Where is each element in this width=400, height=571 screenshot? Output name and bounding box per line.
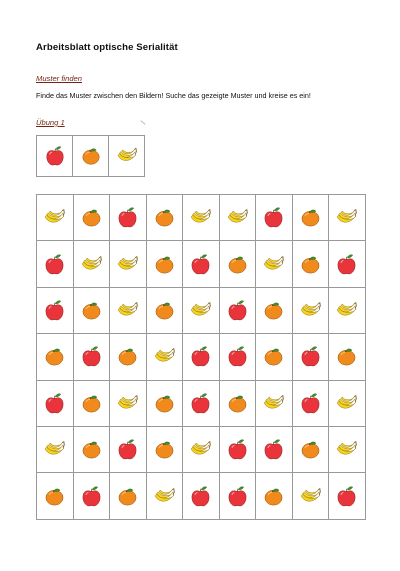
orange-icon (334, 344, 359, 369)
grid-cell[interactable] (292, 241, 329, 287)
apple-icon (115, 205, 140, 230)
grid-cell[interactable] (256, 195, 293, 241)
grid-cell[interactable] (37, 287, 74, 333)
grid-cell[interactable] (73, 241, 110, 287)
orange-icon (152, 205, 177, 230)
apple-icon (261, 437, 286, 462)
orange-icon (79, 298, 104, 323)
orange-icon (79, 205, 104, 230)
banana-icon (79, 252, 104, 277)
banana-icon (115, 144, 139, 168)
apple-icon (298, 391, 323, 416)
orange-icon (298, 252, 323, 277)
apple-icon (261, 205, 286, 230)
grid-cell[interactable] (329, 473, 366, 519)
grid-cell[interactable] (292, 334, 329, 380)
apple-icon (298, 344, 323, 369)
grid-cell[interactable] (292, 195, 329, 241)
apple-icon (225, 484, 250, 509)
banana-icon (115, 391, 140, 416)
grid-row (37, 287, 366, 333)
banana-icon (334, 391, 359, 416)
orange-icon (261, 298, 286, 323)
grid-cell[interactable] (256, 287, 293, 333)
grid-cell[interactable] (183, 426, 220, 472)
grid-cell[interactable] (110, 426, 147, 472)
banana-icon (261, 252, 286, 277)
grid-cell[interactable] (329, 241, 366, 287)
banana-icon (298, 298, 323, 323)
grid-cell[interactable] (110, 334, 147, 380)
grid-cell[interactable] (219, 287, 256, 333)
grid-cell[interactable] (219, 241, 256, 287)
banana-icon (42, 437, 67, 462)
pattern-table (36, 135, 145, 177)
grid-cell[interactable] (183, 241, 220, 287)
grid-row (37, 241, 366, 287)
orange-icon (152, 391, 177, 416)
grid-cell[interactable] (219, 426, 256, 472)
pattern-row (37, 136, 145, 177)
orange-icon (152, 437, 177, 462)
banana-icon (334, 205, 359, 230)
grid-cell[interactable] (183, 380, 220, 426)
orange-icon (261, 484, 286, 509)
grid-cell[interactable] (110, 380, 147, 426)
grid-cell[interactable] (256, 334, 293, 380)
orange-icon (261, 344, 286, 369)
grid-cell[interactable] (219, 380, 256, 426)
grid-cell[interactable] (37, 334, 74, 380)
worksheet-title: Arbeitsblatt optische Serialität (36, 42, 178, 53)
grid-cell[interactable] (37, 241, 74, 287)
exercise-heading: Übung 1 (36, 118, 65, 127)
grid-cell[interactable] (256, 426, 293, 472)
grid-row (37, 380, 366, 426)
orange-icon (115, 344, 140, 369)
orange-icon (225, 252, 250, 277)
grid-cell[interactable] (110, 287, 147, 333)
fruit-grid (36, 194, 366, 520)
apple-icon (334, 252, 359, 277)
banana-icon (334, 298, 359, 323)
grid-cell[interactable] (73, 287, 110, 333)
apple-icon (42, 252, 67, 277)
instruction-text: Finde das Muster zwischen den Bildern! Suche das gezeigte Muster und kreise es ein! (36, 91, 311, 100)
orange-icon (79, 144, 103, 168)
apple-icon (225, 437, 250, 462)
banana-icon (188, 298, 213, 323)
banana-icon (334, 437, 359, 462)
grid-cell[interactable] (256, 241, 293, 287)
grid-cell[interactable] (329, 334, 366, 380)
grid-cell[interactable] (37, 473, 74, 519)
orange-icon (298, 437, 323, 462)
apple-icon (43, 144, 67, 168)
grid-cell[interactable] (146, 473, 183, 519)
grid-cell[interactable] (219, 195, 256, 241)
grid-cell[interactable] (73, 334, 110, 380)
section-heading: Muster finden (36, 74, 83, 83)
orange-icon (225, 391, 250, 416)
grid-cell[interactable] (292, 426, 329, 472)
orange-icon (79, 437, 104, 462)
orange-icon (152, 252, 177, 277)
grid-cell[interactable] (146, 287, 183, 333)
grid-cell[interactable] (292, 287, 329, 333)
banana-icon (188, 205, 213, 230)
apple-icon (79, 484, 104, 509)
scan-speck (140, 120, 145, 125)
grid-cell[interactable] (256, 380, 293, 426)
apple-icon (225, 298, 250, 323)
grid-cell[interactable] (183, 473, 220, 519)
grid-cell[interactable] (146, 195, 183, 241)
grid-row (37, 195, 366, 241)
banana-icon (42, 205, 67, 230)
grid-cell[interactable] (329, 195, 366, 241)
grid-cell[interactable] (146, 334, 183, 380)
apple-icon (188, 391, 213, 416)
grid-cell[interactable] (183, 334, 220, 380)
grid-cell[interactable] (146, 241, 183, 287)
banana-icon (152, 344, 177, 369)
orange-icon (115, 484, 140, 509)
orange-icon (79, 391, 104, 416)
grid-cell[interactable] (183, 195, 220, 241)
apple-icon (188, 484, 213, 509)
grid-cell[interactable] (110, 195, 147, 241)
apple-icon (334, 484, 359, 509)
grid-cell[interactable] (329, 380, 366, 426)
apple-icon (188, 344, 213, 369)
pattern-cell (73, 136, 109, 177)
orange-icon (42, 344, 67, 369)
grid-cell[interactable] (37, 195, 74, 241)
orange-icon (152, 298, 177, 323)
grid-cell[interactable] (219, 473, 256, 519)
pattern-cell (109, 136, 145, 177)
grid-cell[interactable] (146, 426, 183, 472)
grid-cell[interactable] (329, 426, 366, 472)
banana-icon (225, 205, 250, 230)
apple-icon (42, 298, 67, 323)
apple-icon (115, 437, 140, 462)
apple-icon (42, 391, 67, 416)
grid-cell[interactable] (219, 334, 256, 380)
orange-icon (42, 484, 67, 509)
grid-cell[interactable] (292, 380, 329, 426)
grid-cell[interactable] (73, 380, 110, 426)
pattern-cell (37, 136, 73, 177)
grid-cell[interactable] (146, 380, 183, 426)
banana-icon (261, 391, 286, 416)
grid-cell[interactable] (329, 287, 366, 333)
grid-row (37, 334, 366, 380)
grid-cell[interactable] (37, 426, 74, 472)
grid-cell[interactable] (110, 241, 147, 287)
apple-icon (79, 344, 104, 369)
apple-icon (225, 344, 250, 369)
grid-cell[interactable] (73, 473, 110, 519)
grid-cell[interactable] (110, 473, 147, 519)
grid-row (37, 426, 366, 472)
banana-icon (298, 484, 323, 509)
banana-icon (115, 298, 140, 323)
grid-cell[interactable] (256, 473, 293, 519)
grid-cell[interactable] (73, 195, 110, 241)
grid-row (37, 473, 366, 519)
banana-icon (152, 484, 177, 509)
apple-icon (188, 252, 213, 277)
orange-icon (298, 205, 323, 230)
banana-icon (188, 437, 213, 462)
grid-cell[interactable] (37, 380, 74, 426)
grid-cell[interactable] (73, 426, 110, 472)
grid-cell[interactable] (292, 473, 329, 519)
banana-icon (115, 252, 140, 277)
grid-cell[interactable] (183, 287, 220, 333)
